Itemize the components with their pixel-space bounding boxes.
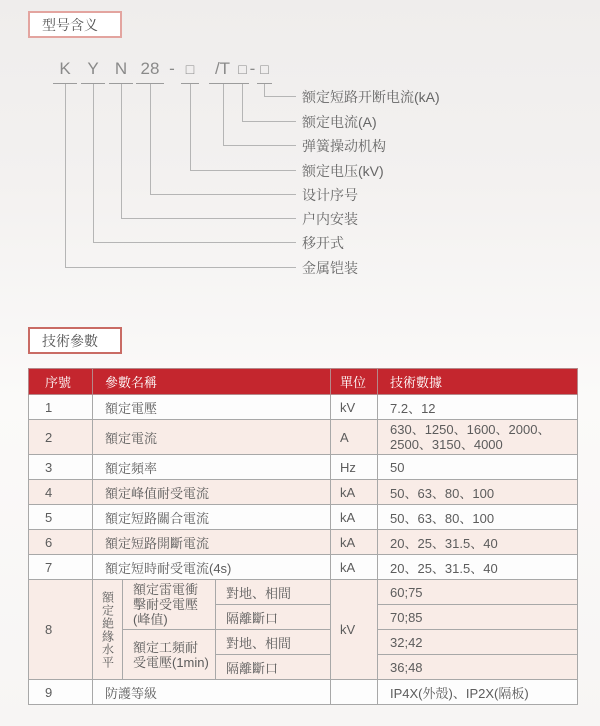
- row-no: 1: [29, 395, 93, 420]
- condition-label: 隔離斷口: [216, 655, 331, 680]
- row-value: 70;85: [378, 605, 578, 630]
- table-row: [29, 480, 578, 505]
- row-value: 20、25、31.5、40: [378, 555, 578, 580]
- row-value: 60;75: [378, 580, 578, 605]
- row-no: 7: [29, 555, 93, 580]
- table-row: [29, 530, 578, 555]
- power-freq-withstand-label: [123, 630, 216, 680]
- table-row: [29, 555, 578, 580]
- model-label-design-serial: 设计序号: [302, 187, 358, 203]
- row-no: 8: [29, 580, 93, 680]
- model-label-rated-current: 额定电流(A): [302, 114, 377, 130]
- table-row: [29, 395, 578, 420]
- row-value: IP4X(外殻)、IP2X(隔板): [378, 680, 578, 705]
- row-value: 36;48: [378, 655, 578, 680]
- leader-line-metal-clad: [65, 84, 296, 268]
- model-label-spring-mechanism: 弹簧操动机构: [302, 138, 386, 154]
- condition-label: 隔離斷口: [216, 605, 331, 630]
- row-no: 3: [29, 455, 93, 480]
- row-name: 額定短路關合電流: [93, 505, 331, 530]
- row-value: [378, 420, 578, 455]
- model-code-char-Y: Y: [81, 58, 105, 84]
- row-unit: kA: [331, 530, 378, 555]
- row-unit: kV: [331, 395, 378, 420]
- table-row: [29, 505, 578, 530]
- row-unit: kA: [331, 480, 378, 505]
- impulse-withstand-label: [123, 580, 216, 630]
- row-no: 4: [29, 480, 93, 505]
- model-code-char-28: 28: [136, 58, 164, 84]
- section-title-model-meaning: [28, 11, 122, 38]
- model-label-breaking-current: 额定短路开断电流(kA): [302, 89, 440, 105]
- row-no: 9: [29, 680, 93, 705]
- table-row: [29, 420, 578, 455]
- header-name: 參數名稱: [93, 369, 331, 395]
- row-unit: kV: [331, 580, 378, 680]
- power-freq-withstand-text: 額定工頻耐受電壓(1min): [133, 639, 209, 670]
- row-name: 防護等級: [93, 680, 331, 705]
- section-title-model-meaning-label: 型号含义: [42, 16, 98, 33]
- model-code-dash-2: -: [249, 59, 256, 78]
- tech-params-table: [28, 368, 578, 705]
- model-code-box-current: □: [236, 58, 249, 84]
- model-label-withdrawable: 移开式: [302, 235, 344, 251]
- table-header-row: [29, 369, 578, 395]
- row-unit: kA: [331, 555, 378, 580]
- table-row-insulation-sub1: [29, 580, 578, 605]
- row-name: 額定電流: [93, 420, 331, 455]
- condition-label: 對地、相間: [216, 580, 331, 605]
- row-value: 50、63、80、100: [378, 505, 578, 530]
- model-label-indoor: 户内安装: [302, 211, 358, 227]
- model-label-metal-clad: 金属铠装: [302, 260, 358, 276]
- row-unit: kA: [331, 505, 378, 530]
- section-title-tech-params: [28, 327, 122, 354]
- row-unit: [331, 680, 378, 705]
- model-label-rated-voltage: 额定电压(kV): [302, 163, 384, 179]
- row-value-text: 630、1250、1600、2000、2500、3150、4000: [390, 422, 551, 452]
- row-name: 額定頻率: [93, 455, 331, 480]
- header-unit: 單位: [331, 369, 378, 395]
- row-name: 額定峰值耐受電流: [93, 480, 331, 505]
- table-row-protection: [29, 680, 578, 705]
- model-code-box-breaking-current: □: [257, 58, 272, 84]
- header-no: 序號: [29, 369, 93, 395]
- model-code-char-N: N: [109, 58, 133, 84]
- model-code-box-voltage: □: [181, 58, 199, 84]
- insulation-group-label: 額定絶緣水平: [93, 580, 123, 680]
- model-code-char-T: /T: [209, 58, 236, 84]
- row-unit: A: [331, 420, 378, 455]
- row-value: 32;42: [378, 630, 578, 655]
- row-no: 5: [29, 505, 93, 530]
- row-value: 7.2、12: [378, 395, 578, 420]
- model-code-char-K: K: [53, 58, 77, 84]
- header-value: 技術數據: [378, 369, 578, 395]
- section-title-tech-params-label: 技術參數: [42, 332, 98, 349]
- condition-label: 對地、相間: [216, 630, 331, 655]
- row-unit: Hz: [331, 455, 378, 480]
- row-name: 額定短時耐受電流(4s): [93, 555, 331, 580]
- row-no: 6: [29, 530, 93, 555]
- row-value: 50: [378, 455, 578, 480]
- row-name: 額定短路開斷電流: [93, 530, 331, 555]
- row-value: 20、25、31.5、40: [378, 530, 578, 555]
- row-no: 2: [29, 420, 93, 455]
- model-code-dash: -: [169, 59, 175, 78]
- row-name: 額定電壓: [93, 395, 331, 420]
- table-row: [29, 455, 578, 480]
- row-value: 50、63、80、100: [378, 480, 578, 505]
- impulse-withstand-text: 額定雷電衝擊耐受電壓(峰值): [133, 582, 199, 627]
